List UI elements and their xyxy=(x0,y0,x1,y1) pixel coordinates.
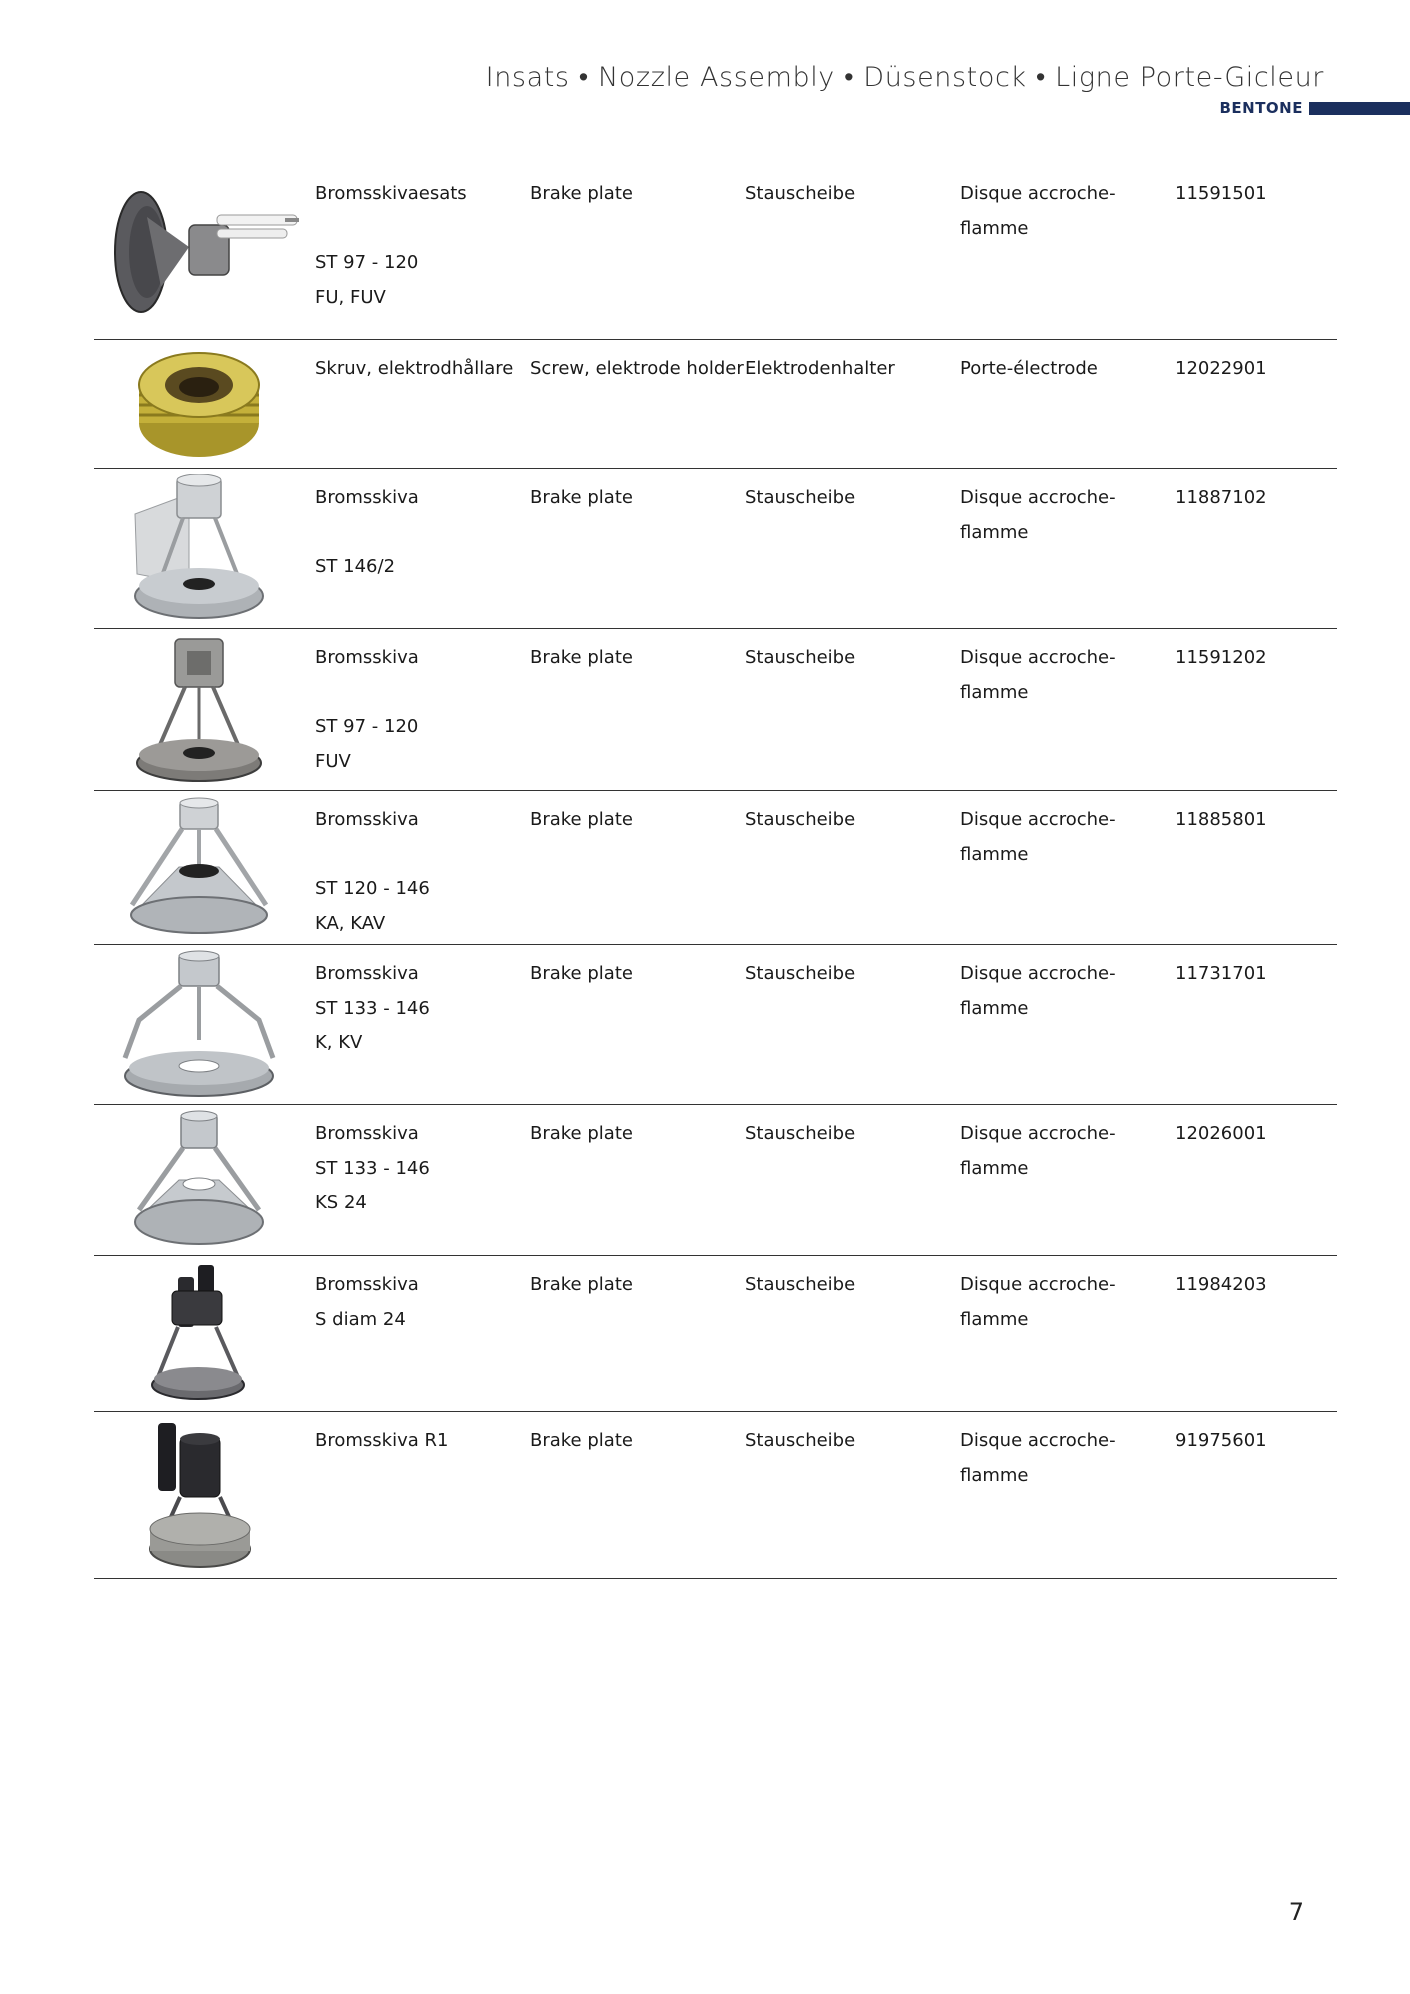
french-name-line: flamme xyxy=(960,521,1029,543)
model-text: ST 97 - 120 xyxy=(315,252,419,273)
swedish-name xyxy=(315,481,419,585)
brass-screw-electrode-holder-image xyxy=(94,340,304,468)
brand-bar xyxy=(1309,102,1410,115)
table-row xyxy=(94,165,1337,340)
spacer xyxy=(315,838,430,873)
part-number: 11887102 xyxy=(1175,487,1267,508)
swedish-name-text: Skruv, elektrodhållare xyxy=(315,358,514,379)
model-text: ST 97 - 120 xyxy=(315,716,419,737)
brake-plate-st133-ks24-image xyxy=(94,1105,304,1255)
brake-plate-st97-image xyxy=(94,629,304,790)
part-number: 11731701 xyxy=(1175,963,1267,984)
model-variant-text: FU, FUV xyxy=(315,286,386,308)
french-name-line: Disque accroche- xyxy=(960,1274,1116,1295)
french-name-line: Disque accroche- xyxy=(960,183,1116,204)
swedish-name-text: Bromsskiva xyxy=(315,1123,419,1144)
parts-table xyxy=(94,165,1337,1579)
page-number: 7 xyxy=(1288,1898,1304,1926)
german-name: Elektrodenhalter xyxy=(745,358,895,379)
model-text: S diam 24 xyxy=(315,1308,406,1330)
swedish-name-text: Bromsskiva xyxy=(315,809,419,830)
brake-plate-st146-image xyxy=(94,469,304,628)
english-name: Brake plate xyxy=(530,1430,633,1451)
brand-mark xyxy=(1219,101,1410,115)
swedish-name xyxy=(315,352,513,387)
brake-plate-r1-image xyxy=(94,1412,304,1578)
english-name: Brake plate xyxy=(530,963,633,984)
french-name-line: Disque accroche- xyxy=(960,487,1116,508)
model-variant-text: FUV xyxy=(315,750,351,772)
swedish-name-text: Bromsskiva xyxy=(315,963,419,984)
french-name xyxy=(960,177,1116,246)
brake-plate-s-diam-24-image xyxy=(94,1256,304,1411)
model-text: ST 133 - 146 xyxy=(315,1157,430,1179)
french-name xyxy=(960,481,1116,550)
french-name-line: flamme xyxy=(960,997,1029,1019)
swedish-name xyxy=(315,1117,430,1221)
swedish-name xyxy=(315,1268,419,1337)
swedish-name xyxy=(315,803,430,941)
model-variant-text: KA, KAV xyxy=(315,912,386,934)
english-name: Brake plate xyxy=(530,1274,633,1295)
part-number: 11984203 xyxy=(1175,1274,1267,1295)
swedish-name-text: Bromsskiva xyxy=(315,647,419,668)
page-title: Insats • Nozzle Assembly • Düsenstock • Ligne Porte-Gicleur xyxy=(485,62,1324,93)
model-variant-text: KS 24 xyxy=(315,1192,367,1213)
spacer xyxy=(315,676,419,711)
table-row xyxy=(94,791,1337,945)
table-row xyxy=(94,945,1337,1105)
part-number: 91975601 xyxy=(1175,1430,1267,1451)
part-number: 11885801 xyxy=(1175,809,1267,830)
french-name-line: Disque accroche- xyxy=(960,809,1116,830)
swedish-name xyxy=(315,641,419,779)
french-name-line: flamme xyxy=(960,1157,1029,1179)
french-name-line: Porte-électrode xyxy=(960,358,1098,379)
swedish-name-text: Bromsskiva R1 xyxy=(315,1430,449,1451)
french-name-line: flamme xyxy=(960,843,1029,865)
french-name xyxy=(960,641,1116,710)
english-name: Brake plate xyxy=(530,647,633,668)
french-name-line: Disque accroche- xyxy=(960,963,1116,984)
english-name: Brake plate xyxy=(530,809,633,830)
brake-plate-assembly-with-electrodes-image xyxy=(94,165,304,339)
english-name: Brake plate xyxy=(530,1123,633,1144)
french-name xyxy=(960,957,1116,1026)
brake-plate-st133-k-image xyxy=(94,945,304,1104)
french-name-line: flamme xyxy=(960,681,1029,703)
swedish-name xyxy=(315,957,430,1061)
swedish-name-text: Bromsskiva xyxy=(315,1274,419,1295)
swedish-name xyxy=(315,1424,448,1459)
spacer xyxy=(315,516,419,551)
swedish-name xyxy=(315,177,467,315)
german-name: Stauscheibe xyxy=(745,647,856,668)
table-row xyxy=(94,1256,1337,1412)
german-name: Stauscheibe xyxy=(745,1274,856,1295)
model-text: ST 133 - 146 xyxy=(315,997,430,1019)
french-name xyxy=(960,1268,1116,1337)
german-name: Stauscheibe xyxy=(745,963,856,984)
french-name xyxy=(960,803,1116,872)
table-row xyxy=(94,629,1337,791)
french-name-line: Disque accroche- xyxy=(960,1430,1116,1451)
part-number: 12022901 xyxy=(1175,358,1267,379)
table-row xyxy=(94,469,1337,629)
model-text: ST 120 - 146 xyxy=(315,878,430,899)
part-number: 11591202 xyxy=(1175,647,1267,668)
spacer xyxy=(315,212,467,247)
table-row xyxy=(94,1105,1337,1256)
french-name xyxy=(960,1424,1116,1493)
brand-name: BENTONE xyxy=(1219,99,1303,117)
french-name-line: flamme xyxy=(960,217,1029,239)
french-name-line: Disque accroche- xyxy=(960,647,1116,668)
german-name: Stauscheibe xyxy=(745,1123,856,1144)
model-text: ST 146/2 xyxy=(315,556,396,577)
french-name-line: Disque accroche- xyxy=(960,1123,1116,1144)
swedish-name-text: Bromsskiva xyxy=(315,487,419,508)
part-number: 12026001 xyxy=(1175,1123,1267,1144)
french-name xyxy=(960,1117,1116,1186)
brake-plate-st120-image xyxy=(94,791,304,944)
english-name: Brake plate xyxy=(530,487,633,508)
model-variant-text: K, KV xyxy=(315,1032,363,1053)
german-name: Stauscheibe xyxy=(745,1430,856,1451)
part-number: 11591501 xyxy=(1175,183,1267,204)
german-name: Stauscheibe xyxy=(745,183,856,204)
table-row xyxy=(94,340,1337,469)
english-name: Brake plate xyxy=(530,183,633,204)
french-name xyxy=(960,352,1098,387)
swedish-name-text: Bromsskivaesats xyxy=(315,183,467,204)
german-name: Stauscheibe xyxy=(745,809,856,830)
table-row xyxy=(94,1412,1337,1579)
french-name-line: flamme xyxy=(960,1308,1029,1330)
english-name: Screw, elektrode holder xyxy=(530,358,744,379)
french-name-line: flamme xyxy=(960,1464,1029,1486)
german-name: Stauscheibe xyxy=(745,487,856,508)
